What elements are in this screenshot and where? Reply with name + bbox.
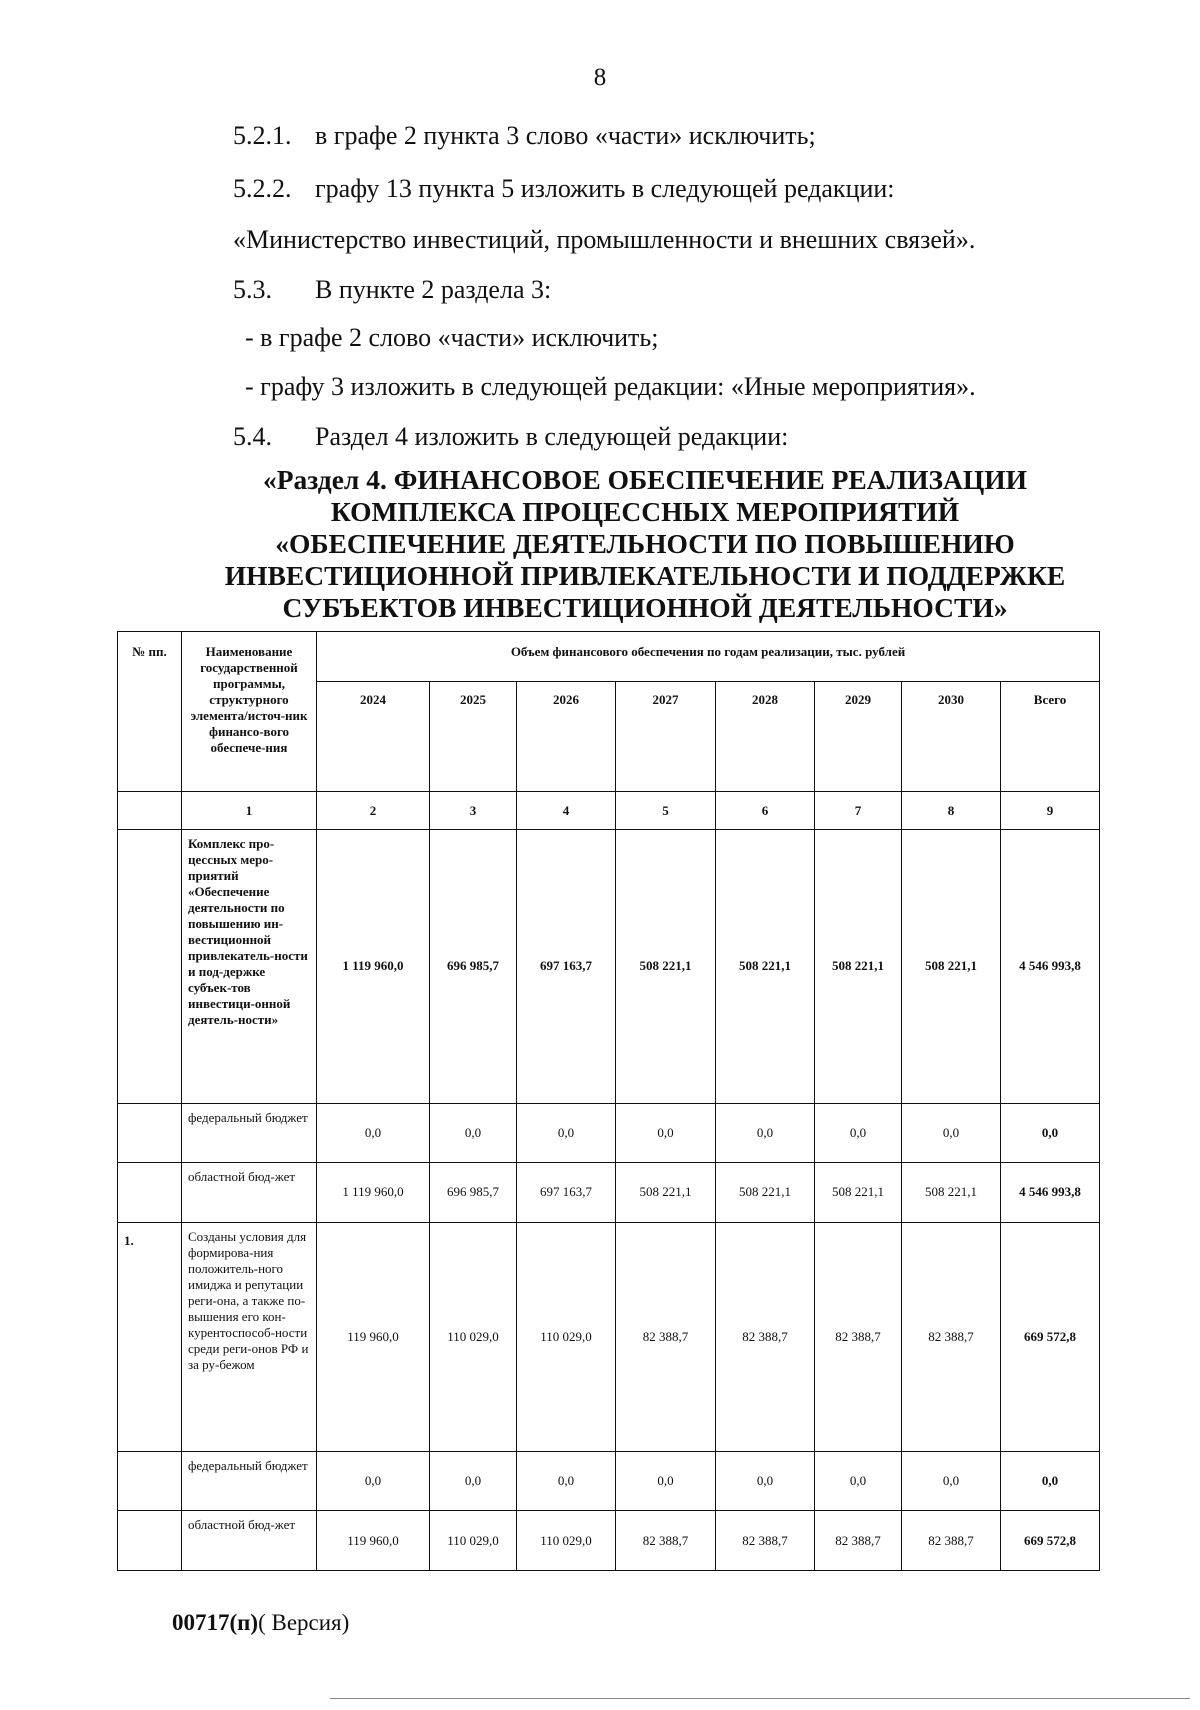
paragraph-number: 5.2.2.: [233, 174, 292, 203]
paragraph: [233, 421, 788, 453]
paragraph-text: - графу 3 изложить в следующей редакции: «Иные мероприятия».: [245, 372, 976, 401]
column-index: 5: [616, 792, 716, 830]
paragraph-text: «Министерство инвестиций, промышленности и внешних связей».: [233, 225, 976, 254]
header-year: 2030: [902, 682, 1001, 792]
column-index: 8: [902, 792, 1001, 830]
table-row: [118, 830, 1100, 1103]
row-year-value: 508 221,1: [815, 830, 902, 1103]
row-year-value: 1 119 960,0: [317, 830, 430, 1103]
row-year-value: 82 388,7: [616, 1222, 716, 1451]
row-year-value: 0,0: [616, 1103, 716, 1163]
row-year-value: 119 960,0: [317, 1222, 430, 1451]
paragraph-text: графу 13 пункта 5 изложить в следующей редакции:: [315, 174, 895, 203]
header-year: 2024: [317, 682, 430, 792]
financing-table: [117, 631, 1100, 1571]
header-year: 2025: [430, 682, 517, 792]
header-year: 2026: [517, 682, 616, 792]
row-year-value: 119 960,0: [317, 1511, 430, 1571]
row-total-value: 4 546 993,8: [1001, 830, 1100, 1103]
header-year: 2027: [616, 682, 716, 792]
row-total-value: 0,0: [1001, 1451, 1100, 1511]
row-year-value: 82 388,7: [815, 1222, 902, 1451]
header-number: № пп.: [118, 632, 182, 792]
row-year-value: 82 388,7: [902, 1222, 1001, 1451]
row-year-value: 508 221,1: [902, 830, 1001, 1103]
column-index: 3: [430, 792, 517, 830]
row-year-value: 697 163,7: [517, 1163, 616, 1223]
paragraph-text: В пункте 2 раздела 3:: [315, 275, 552, 304]
paragraph-number: 5.3.: [233, 275, 272, 304]
row-total-value: 4 546 993,8: [1001, 1163, 1100, 1223]
row-year-value: 82 388,7: [716, 1511, 815, 1571]
page-number: 8: [593, 64, 607, 91]
row-name: Созданы условия для формирова-ния положитель-ного имиджа и репутации реги-она, а также по-вышения его кон-курентоспособ-ности среди реги-онов РФ и за ру-бежом: [182, 1222, 317, 1451]
column-index: 2: [317, 792, 430, 830]
paragraph: [233, 120, 816, 152]
paragraph: [233, 224, 975, 256]
row-year-value: 0,0: [317, 1451, 430, 1511]
paragraph-number: 5.4.: [233, 422, 272, 451]
row-year-value: 696 985,7: [430, 1163, 517, 1223]
row-year-value: 0,0: [517, 1103, 616, 1163]
row-year-value: 110 029,0: [517, 1511, 616, 1571]
row-name: федеральный бюджет: [182, 1103, 317, 1163]
column-index: 9: [1001, 792, 1100, 830]
paragraph-text: в графе 2 пункта 3 слово «части» исключить;: [315, 121, 816, 150]
column-index: 6: [716, 792, 815, 830]
row-year-value: 0,0: [317, 1103, 430, 1163]
row-name: областной бюд-жет: [182, 1163, 317, 1223]
row-number: [118, 1103, 182, 1163]
document-footer: [172, 1610, 349, 1636]
row-year-value: 0,0: [815, 1451, 902, 1511]
header-total: Всего: [1001, 682, 1100, 792]
row-total-value: 669 572,8: [1001, 1511, 1100, 1571]
row-year-value: 697 163,7: [517, 830, 616, 1103]
row-year-value: 508 221,1: [616, 1163, 716, 1223]
column-index: 1: [182, 792, 317, 830]
paragraph: [245, 322, 659, 354]
row-year-value: 508 221,1: [616, 830, 716, 1103]
row-year-value: 1 119 960,0: [317, 1163, 430, 1223]
row-year-value: 82 388,7: [616, 1511, 716, 1571]
row-number: [118, 1451, 182, 1511]
row-year-value: 508 221,1: [716, 1163, 815, 1223]
row-year-value: 0,0: [902, 1103, 1001, 1163]
column-index: 7: [815, 792, 902, 830]
row-number: [118, 830, 182, 1103]
table-row: [118, 1163, 1100, 1223]
row-year-value: 82 388,7: [815, 1511, 902, 1571]
row-year-value: 508 221,1: [902, 1163, 1001, 1223]
heading-line: ИНВЕСТИЦИОННОЙ ПРИВЛЕКАТЕЛЬНОСТИ И ПОДДЕРЖКЕ: [224, 560, 1066, 591]
table-header-row: [118, 632, 1100, 682]
row-number: [118, 1163, 182, 1223]
document-version: ( Версия): [258, 1610, 350, 1635]
row-year-value: 110 029,0: [517, 1222, 616, 1451]
paragraph: [245, 371, 976, 403]
header-year: 2029: [815, 682, 902, 792]
row-year-value: 110 029,0: [430, 1222, 517, 1451]
row-year-value: 0,0: [616, 1451, 716, 1511]
row-name: Комплекс про-цессных меро-приятий «Обеспечение деятельности по повышению ин-вестиционной привлекатель-ности и под-держке субъек-тов инвестици-онной деятель-ности»: [182, 830, 317, 1103]
table-row: [118, 1451, 1100, 1511]
table-row: [118, 1103, 1100, 1163]
paragraph-number: 5.2.1.: [233, 121, 292, 150]
heading-line: «Раздел 4. ФИНАНСОВОЕ ОБЕСПЕЧЕНИЕ РЕАЛИЗАЦИИ: [262, 464, 1028, 495]
row-number: 1.: [118, 1222, 182, 1451]
row-year-value: 0,0: [517, 1451, 616, 1511]
heading-line: КОМПЛЕКСА ПРОЦЕССНЫХ МЕРОПРИЯТИЙ: [330, 496, 960, 527]
row-number: [118, 1511, 182, 1571]
row-year-value: 696 985,7: [430, 830, 517, 1103]
row-year-value: 0,0: [430, 1451, 517, 1511]
row-year-value: 0,0: [430, 1103, 517, 1163]
row-year-value: 0,0: [815, 1103, 902, 1163]
column-index: 4: [517, 792, 616, 830]
bottom-rule: [330, 1698, 1190, 1699]
table-row: [118, 1222, 1100, 1451]
header-volume: Объем финансового обеспечения по годам реализации, тыс. рублей: [317, 632, 1100, 682]
row-year-value: 82 388,7: [902, 1511, 1001, 1571]
column-index-row: [118, 792, 1100, 830]
section-heading: [200, 464, 1090, 624]
paragraph-text: Раздел 4 изложить в следующей редакции:: [315, 422, 789, 451]
table-body: [118, 830, 1100, 1571]
paragraph: [233, 173, 895, 205]
table-row: [118, 1511, 1100, 1571]
row-year-value: 82 388,7: [716, 1222, 815, 1451]
heading-line: «ОБЕСПЕЧЕНИЕ ДЕЯТЕЛЬНОСТИ ПО ПОВЫШЕНИЮ: [275, 528, 1015, 559]
header-year: 2028: [716, 682, 815, 792]
row-year-value: 0,0: [902, 1451, 1001, 1511]
row-name: областной бюд-жет: [182, 1511, 317, 1571]
row-total-value: 669 572,8: [1001, 1222, 1100, 1451]
row-year-value: 0,0: [716, 1103, 815, 1163]
row-year-value: 508 221,1: [716, 830, 815, 1103]
column-index: [118, 792, 182, 830]
heading-line: СУБЪЕКТОВ ИНВЕСТИЦИОННОЙ ДЕЯТЕЛЬНОСТИ»: [282, 592, 1008, 623]
row-total-value: 0,0: [1001, 1103, 1100, 1163]
row-year-value: 110 029,0: [430, 1511, 517, 1571]
document-code: 00717(п): [172, 1610, 259, 1635]
row-year-value: 508 221,1: [815, 1163, 902, 1223]
row-name: федеральный бюджет: [182, 1451, 317, 1511]
paragraph-text: - в графе 2 слово «части» исключить;: [245, 323, 659, 352]
row-year-value: 0,0: [716, 1451, 815, 1511]
header-name: Наименование государственной программы, структурного элемента/источ-ник финансо-вого обеспече-ния: [182, 632, 317, 792]
paragraph: [233, 274, 551, 306]
